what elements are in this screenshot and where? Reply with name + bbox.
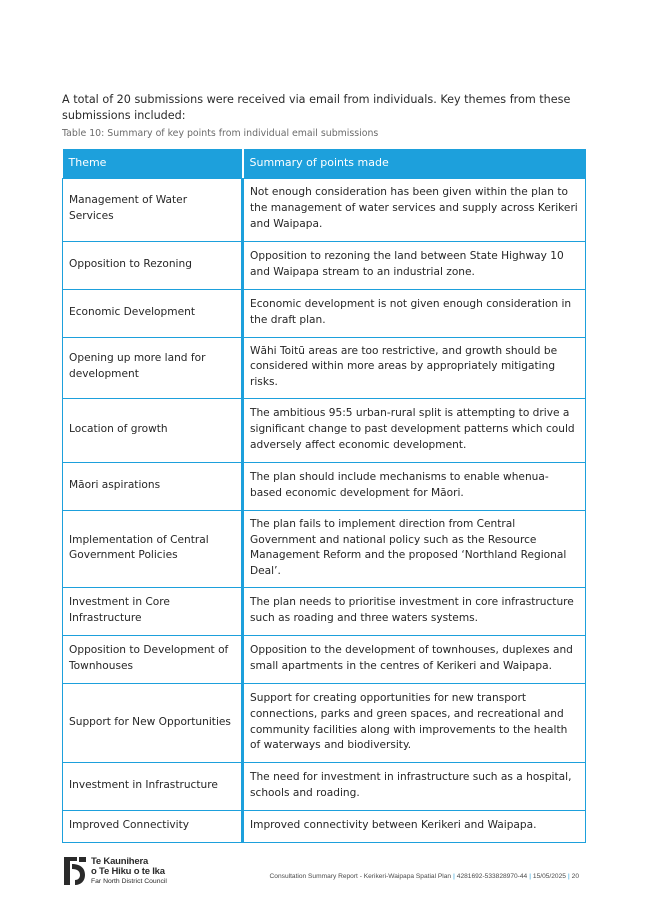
theme-cell: Investment in Core Infrastructure [63, 588, 243, 636]
logo-line-2: o Te Hiku o te Ika [91, 865, 165, 877]
theme-cell: Māori aspirations [63, 462, 243, 510]
table-row [63, 636, 586, 684]
table-row [63, 684, 586, 763]
summary-table [62, 149, 586, 843]
theme-cell: Economic Development [63, 289, 243, 337]
logo-line-3: Far North District Council [91, 877, 167, 885]
table-row [63, 178, 586, 241]
summary-cell: Improved connectivity between Kerikeri and Waipapa. [243, 811, 586, 843]
summary-cell: Not enough consideration has been given within the plan to the management of water services and supply across Kerikeri and Waipapa. [243, 178, 586, 241]
council-logo-text [91, 857, 167, 886]
council-logo-icon [62, 855, 88, 887]
summary-cell: The plan should include mechanisms to enable whenua-based economic development for Māori. [243, 462, 586, 510]
footer-separator: | [529, 873, 531, 880]
summary-cell: The need for investment in infrastructure such as a hospital, schools and roading. [243, 763, 586, 811]
table-row [63, 241, 586, 289]
theme-cell: Opening up more land for development [63, 337, 243, 398]
header-theme: Theme [63, 149, 243, 178]
summary-cell: Opposition to the development of townhouses, duplexes and small apartments in the centres of Kerikeri and Waipapa. [243, 636, 586, 684]
table-row [63, 763, 586, 811]
intro-paragraph: A total of 20 submissions were received via email from individuals. Key themes from these submissions included: [62, 93, 571, 122]
footer-info [270, 873, 579, 880]
theme-cell: Opposition to Development of Townhouses [63, 636, 243, 684]
footer-doc-id: 4281692-533828970-44 [456, 873, 528, 880]
table-row [63, 337, 586, 398]
table-row [63, 811, 586, 843]
theme-cell: Support for New Opportunities [63, 684, 243, 763]
table-row [63, 289, 586, 337]
summary-cell: Support for creating opportunities for new transport connections, parks and green spaces, and recreational and community facilities along with improvements to the health of waterways and biodiversity. [243, 684, 586, 763]
summary-cell: Wāhi Toitū areas are too restrictive, and growth should be considered within more areas by appropriately mitigating risks. [243, 337, 586, 398]
page-number: 20 [571, 873, 579, 880]
theme-cell: Location of growth [63, 398, 243, 462]
summary-cell: Economic development is not given enough consideration in the draft plan. [243, 289, 586, 337]
footer-separator: | [567, 873, 570, 880]
footer-report-title: Consultation Summary Report - Kerikeri-Waipapa Spatial Plan [269, 873, 452, 880]
theme-cell: Improved Connectivity [63, 811, 243, 843]
theme-cell: Management of Water Services [63, 178, 243, 241]
theme-cell: Opposition to Rezoning [63, 241, 243, 289]
table-header-row [63, 149, 586, 178]
theme-cell: Implementation of Central Government Policies [63, 510, 243, 587]
header-summary: Summary of points made [243, 149, 586, 178]
council-logo [62, 855, 167, 887]
table-caption: Table 10: Summary of key points from individual email submissions [62, 128, 379, 139]
footer-separator: | [453, 873, 455, 880]
theme-cell: Investment in Infrastructure [63, 763, 243, 811]
logo-line-1: Te Kaunihera [91, 855, 149, 867]
table-row [63, 588, 586, 636]
table-row [63, 462, 586, 510]
table-row [63, 398, 586, 462]
footer-date: 15/05/2025 [532, 873, 566, 880]
table-row [63, 510, 586, 587]
summary-cell: Opposition to rezoning the land between State Highway 10 and Waipapa stream to an industrial zone. [243, 241, 586, 289]
summary-cell: The plan needs to prioritise investment in core infrastructure such as roading and three waters systems. [243, 588, 586, 636]
summary-cell: The ambitious 95:5 urban-rural split is attempting to drive a significant change to past development patterns which could adversely affect economic development. [243, 398, 586, 462]
summary-cell: The plan fails to implement direction from Central Government and national policy such as the Resource Management Reform and the proposed ‘Northland Regional Deal’. [243, 510, 586, 587]
